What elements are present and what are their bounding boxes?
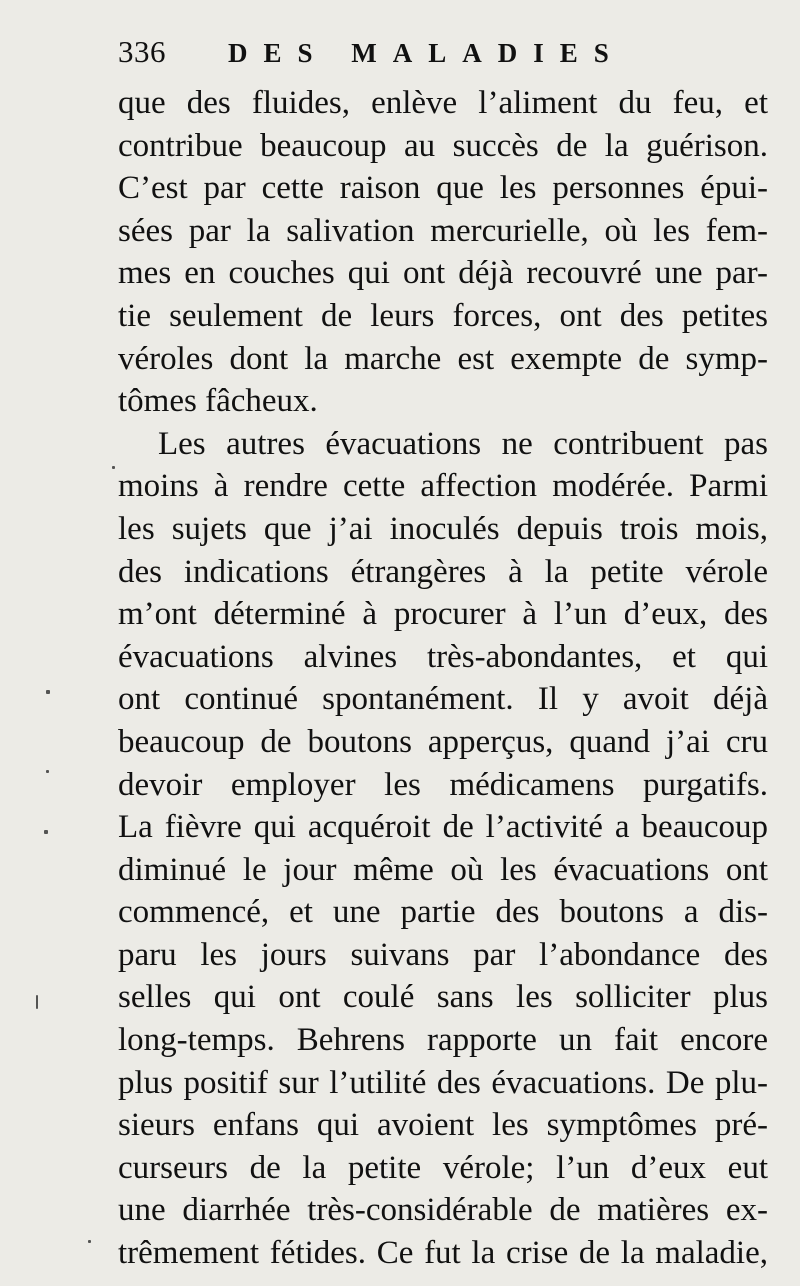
text-line: La fièvre qui acquéroit de l’activité a beaucoup xyxy=(118,809,768,846)
running-title: DES MALADIES xyxy=(228,38,625,68)
text-line: sées par la salivation mercurielle, où les fem- xyxy=(118,212,768,249)
ink-speck xyxy=(36,995,38,1009)
text-line: sieurs enfans qui avoient les symptômes pré- xyxy=(118,1107,768,1144)
text-body xyxy=(118,82,768,1275)
text-line: des indications étrangères à la petite vérole xyxy=(118,553,768,590)
page-number: 336 xyxy=(118,34,166,69)
text-line: contribue beaucoup au succès de la guérison. xyxy=(118,127,768,164)
text-line: diminué le jour même où les évacuations ont xyxy=(118,851,768,888)
text-line: tômes fâcheux. xyxy=(118,383,318,420)
text-line: beaucoup de boutons apperçus, quand j’ai cru xyxy=(118,723,768,760)
text-line: commencé, et une partie des boutons a dis- xyxy=(118,894,768,931)
text-line: moins à rendre cette affection modérée. Parmi xyxy=(118,468,768,505)
text-line: tie seulement de leurs forces, ont des petites xyxy=(118,297,768,334)
text-line: ont continué spontanément. Il y avoit déjà xyxy=(118,681,768,718)
text-line: long-temps. Behrens rapporte un fait encore xyxy=(118,1022,768,1059)
text-line: les sujets que j’ai inoculés depuis trois mois, xyxy=(118,510,768,547)
text-line: évacuations alvines très-abondantes, et qui xyxy=(118,638,768,675)
text-line: C’est par cette raison que les personnes épui- xyxy=(118,170,768,207)
ink-speck xyxy=(88,1240,91,1243)
text-line: une diarrhée très-considérable de matières ex- xyxy=(118,1192,768,1229)
text-line: véroles dont la marche est exempte de symp- xyxy=(118,340,768,377)
text-line: selles qui ont coulé sans les solliciter plus xyxy=(118,979,768,1016)
text-line: trêmement fétides. Ce fut la crise de la maladie, xyxy=(118,1235,768,1272)
ink-speck xyxy=(46,690,50,694)
text-line: mes en couches qui ont déjà recouvré une par- xyxy=(118,255,768,292)
ink-speck xyxy=(46,770,49,773)
text-line: paru les jours suivans par l’abondance des xyxy=(118,936,768,973)
page-header xyxy=(118,32,758,72)
ink-speck xyxy=(112,466,115,469)
text-line: plus positif sur l’utilité des évacuations. De plu- xyxy=(118,1064,768,1101)
text-line: curseurs de la petite vérole; l’un d’eux eut xyxy=(118,1149,768,1186)
text-line: que des fluides, enlève l’aliment du feu, et xyxy=(118,85,768,121)
text-line: devoir employer les médicamens purgatifs. xyxy=(118,766,768,803)
text-line: m’ont déterminé à procurer à l’un d’eux, des xyxy=(118,596,768,633)
ink-speck xyxy=(44,830,48,834)
text-line: Les autres évacuations ne contribuent pas xyxy=(158,425,768,462)
